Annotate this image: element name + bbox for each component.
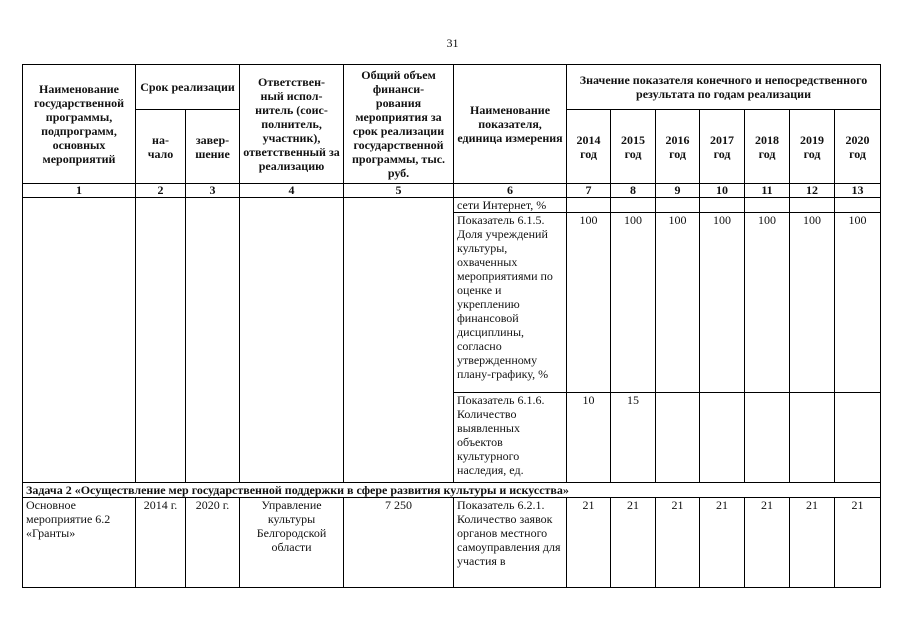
event-62-responsible: Управление культуры Белгородской области (240, 498, 344, 588)
header-program-name (23, 65, 136, 184)
indicator-615-value: 100 (745, 213, 790, 393)
indicator-616-value: 15 (611, 393, 656, 483)
column-number: 2 (136, 184, 186, 198)
indicator-615-value: 100 (790, 213, 835, 393)
event-62-value: 21 (611, 498, 656, 588)
task-row (23, 483, 881, 498)
column-number: 1 (23, 184, 136, 198)
column-number: 6 (454, 184, 567, 198)
event-62-value: 21 (745, 498, 790, 588)
header-term (136, 65, 240, 110)
column-number: 4 (240, 184, 344, 198)
header-start (136, 110, 186, 184)
empty-cell (656, 198, 700, 213)
empty-cell (745, 198, 790, 213)
table-row (23, 198, 881, 213)
event-62-end: 2020 г. (186, 498, 240, 588)
task-2-heading: Задача 2 «Осуществление мер государственной поддержки в сфере развития культуры и искусства» (23, 483, 881, 498)
header-financing (344, 65, 454, 184)
empty-cell (790, 198, 835, 213)
indicator-615-value: 100 (835, 213, 881, 393)
empty-cell (240, 198, 344, 483)
empty-cell (700, 198, 745, 213)
event-62-value: 21 (567, 498, 611, 588)
empty-cell (611, 198, 656, 213)
indicator-616-value (700, 393, 745, 483)
event-62-start: 2014 г. (136, 498, 186, 588)
indicator-616-value (790, 393, 835, 483)
event-62-value: 21 (790, 498, 835, 588)
header-years-group-text: Значение показателя конечного и непосредственного результата по годам реализации (579, 73, 868, 101)
header-end (186, 110, 240, 184)
column-number: 13 (835, 184, 881, 198)
header-responsible-text: Ответствен- ный испол- нитель (соис- полнитель, участник), ответственный за реализацию (243, 75, 340, 173)
empty-cell (567, 198, 611, 213)
header-term-text: Срок реализации (140, 80, 235, 94)
empty-cell (136, 198, 186, 483)
event-62-name: Основное мероприятие 6.2 «Гранты» (23, 498, 136, 588)
header-start-text: на- чало (147, 132, 174, 161)
header-year-2018: 2018 год (745, 110, 790, 184)
empty-cell (186, 198, 240, 483)
page-number: 31 (446, 36, 459, 50)
header-end-text: завер- шение (195, 132, 230, 161)
indicator-615-name: Показатель 6.1.5. Доля учреждений культуры, охваченных мероприятиями по оценке и укреплению финансовой дисциплины, согласно утвержденному плану-графику, % (454, 213, 567, 393)
empty-cell (835, 198, 881, 213)
column-number: 9 (656, 184, 700, 198)
column-number: 12 (790, 184, 835, 198)
indicator-616-value: 10 (567, 393, 611, 483)
header-year-2019: 2019 год (790, 110, 835, 184)
event-62-value: 21 (835, 498, 881, 588)
indicator-615-value: 100 (656, 213, 700, 393)
column-number: 5 (344, 184, 454, 198)
indicator-615-value: 100 (567, 213, 611, 393)
header-program-name-text: Наименование государственной программы, подпрограмм, основных мероприятий (33, 82, 125, 166)
indicator-616-name: Показатель 6.1.6. Количество выявленных объектов культурного наследия, ед. (454, 393, 567, 483)
indicator-616-value (656, 393, 700, 483)
header-financing-text: Общий объем финанси- рования мероприятия за срок реализации государственной программы, тыс. руб. (352, 68, 446, 180)
event-62-indicator: Показатель 6.2.1. Количество заявок органов местного самоуправления для участия в (454, 498, 567, 588)
indicator-616-value (835, 393, 881, 483)
column-number: 3 (186, 184, 240, 198)
indicator-continuation: сети Интернет, % (454, 198, 567, 213)
indicator-616-value (745, 393, 790, 483)
column-number-row (23, 184, 881, 198)
column-number: 10 (700, 184, 745, 198)
header-year-2014: 2014 год (567, 110, 611, 184)
header-years-group (567, 65, 881, 110)
header-year-2020: 2020 год (835, 110, 881, 184)
indicator-615-value: 100 (611, 213, 656, 393)
table-row (23, 498, 881, 588)
header-year-2016: 2016 год (656, 110, 700, 184)
header-responsible (240, 65, 344, 184)
header-year-2015: 2015 год (611, 110, 656, 184)
event-62-value: 21 (656, 498, 700, 588)
column-number: 11 (745, 184, 790, 198)
column-number: 8 (611, 184, 656, 198)
event-62-financing: 7 250 (344, 498, 454, 588)
indicators-table (22, 64, 881, 588)
header-year-2017: 2017 год (700, 110, 745, 184)
header-indicator (454, 65, 567, 184)
empty-cell (23, 198, 136, 483)
header-indicator-text: Наименование показателя, единица измерения (457, 103, 563, 145)
event-62-value: 21 (700, 498, 745, 588)
column-number: 7 (567, 184, 611, 198)
empty-cell (344, 198, 454, 483)
indicator-615-value: 100 (700, 213, 745, 393)
